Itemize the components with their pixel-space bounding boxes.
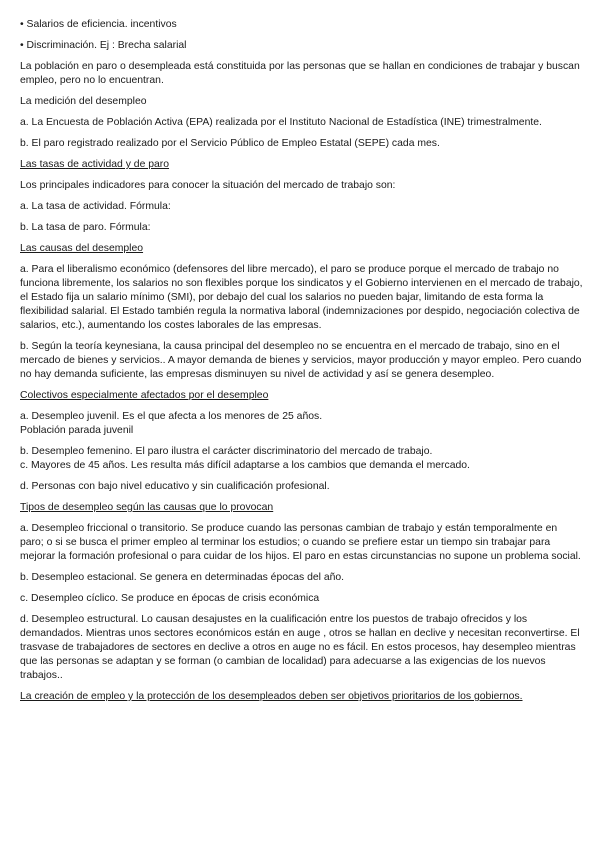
causas-item-b: b. Según la teoría keynesiana, la causa principal del desempleo no se encuentra en el mercado de trabajo, sino en el mercado de bienes y servicios.. A mayor demanda de bienes y servicios, mayor producción y mayor empleo. Pero cuando no hay demanda suficiente, las empresas disminuyen su nivel de actividad y así se genera desempleo. xyxy=(20,341,582,380)
intro-paragraph: La población en paro o desempleada está constituida por las personas que se hallan en condiciones de trabajar y buscan empleo, pero no lo encuentran. xyxy=(20,61,580,86)
colectivos-items-bc xyxy=(20,445,583,473)
tipos-item-d: d. Desempleo estructural. Lo causan desajustes en la cualificación entre los puestos de trabajo ofrecidos y los demandados. Mientras unos sectores económicos están en auge , otros se hallan en declive y necesitan reconvertirse. El trasvase de trabajadores de sectores en declive a otros en auge no es fácil. En estos procesos, hay desempleo mientras que las personas se adaptan y se forman (o cambian de localidad) para adecuarse a las exigencias de los nuevos trabajos.. xyxy=(20,614,580,681)
tasas-item-a: a. La tasa de actividad. Fórmula: xyxy=(20,201,171,212)
bullet-salarios: • Salarios de eficiencia. incentivos xyxy=(20,19,177,30)
colectivos-heading: Colectivos especialmente afectados por el desempleo xyxy=(20,390,269,401)
medicion-heading: La medición del desempleo xyxy=(20,96,147,107)
document-page xyxy=(20,18,583,711)
colectivos-item-a-sub: Población parada juvenil xyxy=(20,425,134,436)
tipos-item-c: c. Desempleo cíclico. Se produce en épocas de crisis económica xyxy=(20,593,320,604)
medicion-item-b: b. El paro registrado realizado por el Servicio Público de Empleo Estatal (SEPE) cada mes. xyxy=(20,138,440,149)
tasas-intro: Los principales indicadores para conocer la situación del mercado de trabajo son: xyxy=(20,180,396,191)
colectivos-item-b: b. Desempleo femenino. El paro ilustra el carácter discriminatorio del mercado de trabajo. xyxy=(20,446,433,457)
tipos-item-a: a. Desempleo friccional o transitorio. Se produce cuando las personas cambian de trabajo y están temporalmente en paro; o si se busca el primer empleo al terminar los estudios; o cuando se prefiere estar un tiempo sin trabajar para mejorar la formación profesional o para cuidar de los hijos. El paro en estas circunstancias no supone un problema social. xyxy=(20,523,581,562)
tasas-heading: Las tasas de actividad y de paro xyxy=(20,159,170,170)
colectivos-item-a-text: a. Desempleo juvenil. Es el que afecta a los menores de 25 años. xyxy=(20,411,323,422)
tasas-item-b: b. La tasa de paro. Fórmula: xyxy=(20,222,151,233)
causas-item-a: a. Para el liberalismo económico (defensores del libre mercado), el paro se produce porque el mercado de trabajo no funciona libremente, los salarios no son flexibles porque los sindicatos y el Gobierno intervienen en el mercado de trabajo, el Estado fija un salario mínimo (SMI), por debajo del cual los salarios no pueden bajar, limitando de esta forma la flexibilidad salarial. El Estado también regula la normativa laboral (indemnizaciones por despido, negociación colectiva de salarios, etc.), aumentando los costes laborales de las empresas. xyxy=(20,264,583,331)
tipos-item-b: b. Desempleo estacional. Se genera en determinadas épocas del año. xyxy=(20,572,345,583)
conclusion-statement: La creación de empleo y la protección de los desempleados deben ser objetivos prioritarios de los gobiernos. xyxy=(20,691,523,702)
bullet-discriminacion: • Discriminación. Ej : Brecha salarial xyxy=(20,40,187,51)
colectivos-item-a xyxy=(20,410,583,438)
tipos-heading: Tipos de desempleo según las causas que lo provocan xyxy=(20,502,274,513)
medicion-item-a: a. La Encuesta de Población Activa (EPA) realizada por el Instituto Nacional de Estadística (INE) trimestralmente. xyxy=(20,117,542,128)
colectivos-item-d: d. Personas con bajo nivel educativo y sin cualificación profesional. xyxy=(20,481,330,492)
causas-heading: Las causas del desempleo xyxy=(20,243,144,254)
colectivos-item-c: c. Mayores de 45 años. Les resulta más difícil adaptarse a los cambios que demanda el mercado. xyxy=(20,460,470,471)
